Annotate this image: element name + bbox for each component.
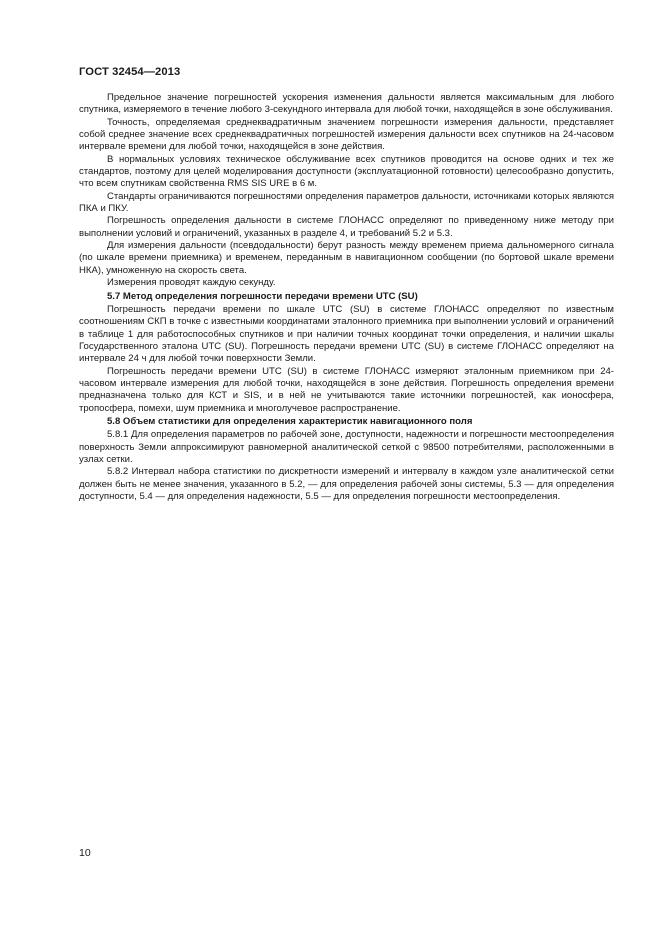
paragraph: Стандарты ограничиваются погрешностями определения параметров дальности, источниками которых являются ПКА и ПКУ.: [79, 190, 614, 215]
paragraph: 5.8.2 Интервал набора статистики по дискретности измерений и интервалу в каждом узле аналитической сетки должен быть не менее значения, указанного в 5.2, — для определения рабочей зоны системы, 5.3 — для определения доступности, 5.4 — для определения надежности, 5.5 — для определения погрешности местоопределения.: [79, 466, 614, 502]
paragraph: Погрешность передачи времени UTC (SU) в системе ГЛОНАСС измеряют эталонным приемником при 24-часовом интервале измерения для любой точки, находящейся в зоне действия. Погрешность определения времени предназначена только для КСТ и SIS, и в ней не учитываются такие источники погрешностей, как ионосфера, тропосфера, помехи, шум приемника и многолучевое распространение.: [79, 365, 614, 414]
paragraph: Измерения проводят каждую секунду.: [107, 277, 276, 289]
section-heading-5-7: 5.7 Метод определения погрешности передачи времени UTC (SU): [107, 290, 418, 302]
paragraph: Предельное значение погрешностей ускорения изменения дальности является максимальным для любого спутника, измеряемого в течение любого 3-секундного интервала для любой точки, находящейся в зоне обслуживания.: [79, 92, 614, 116]
paragraph: Погрешность определения дальности в системе ГЛОНАСС определяют по приведенному ниже методу при выполнении условий и ограничений, указанных в разделе 4, и требований 5.2 и 5.3.: [79, 215, 614, 239]
section-heading-5-8: 5.8 Объем статистики для определения характеристик навигационного поля: [107, 415, 473, 427]
paragraph: Точность, определяемая среднеквадратичным значением погрешности измерения дальности, представляет собой среднее значение всех среднеквадратичных погрешностей измерения дальности всех спутников на 24-часовом интервале времени для любой точки, находящейся в зоне действия.: [79, 116, 614, 153]
document-body: [79, 92, 614, 503]
paragraph: Для измерения дальности (псевдодальности) берут разность между временем приема дальномерного сигнала (по шкале времени приемника) и временем, переданным в навигационном сообщении (по бортовой шкале времени НКА), умноженную на скорость света.: [79, 240, 614, 276]
paragraph: 5.8.1 Для определения параметров по рабочей зоне, доступности, надежности и погрешности местоопределения поверхность Земли аппроксимируют равномерной аналитической сеткой с 98500 потребителями, расположенными в узлах сетки.: [79, 429, 614, 465]
page-number: 10: [79, 847, 91, 859]
paragraph: Погрешность передачи времени по шкале UTC (SU) в системе ГЛОНАСС определяют по известным соотношениям СКП в точке с известными координатами эталонного приемника при выполнении условий и ограничений в таблице 1 для работоспособных спутников и при наличии точных координат точки определения, и наличии шкалы Государственного эталона UTC (SU). Погрешность передачи времени UTC (SU) в системе ГЛОНАСС определяют на интервале 24 ч для любой точки поверхности Земли.: [79, 303, 614, 365]
paragraph: В нормальных условиях техническое обслуживание всех спутников проводится на основе одних и тех же стандартов, поэтому для целей моделирования доступности (эксплуатационной готовности) целесообразно допустить, что всем спутникам свойственна RMS SIS URE в 6 м.: [79, 153, 614, 190]
document-header: ГОСТ 32454—2013: [79, 66, 181, 78]
